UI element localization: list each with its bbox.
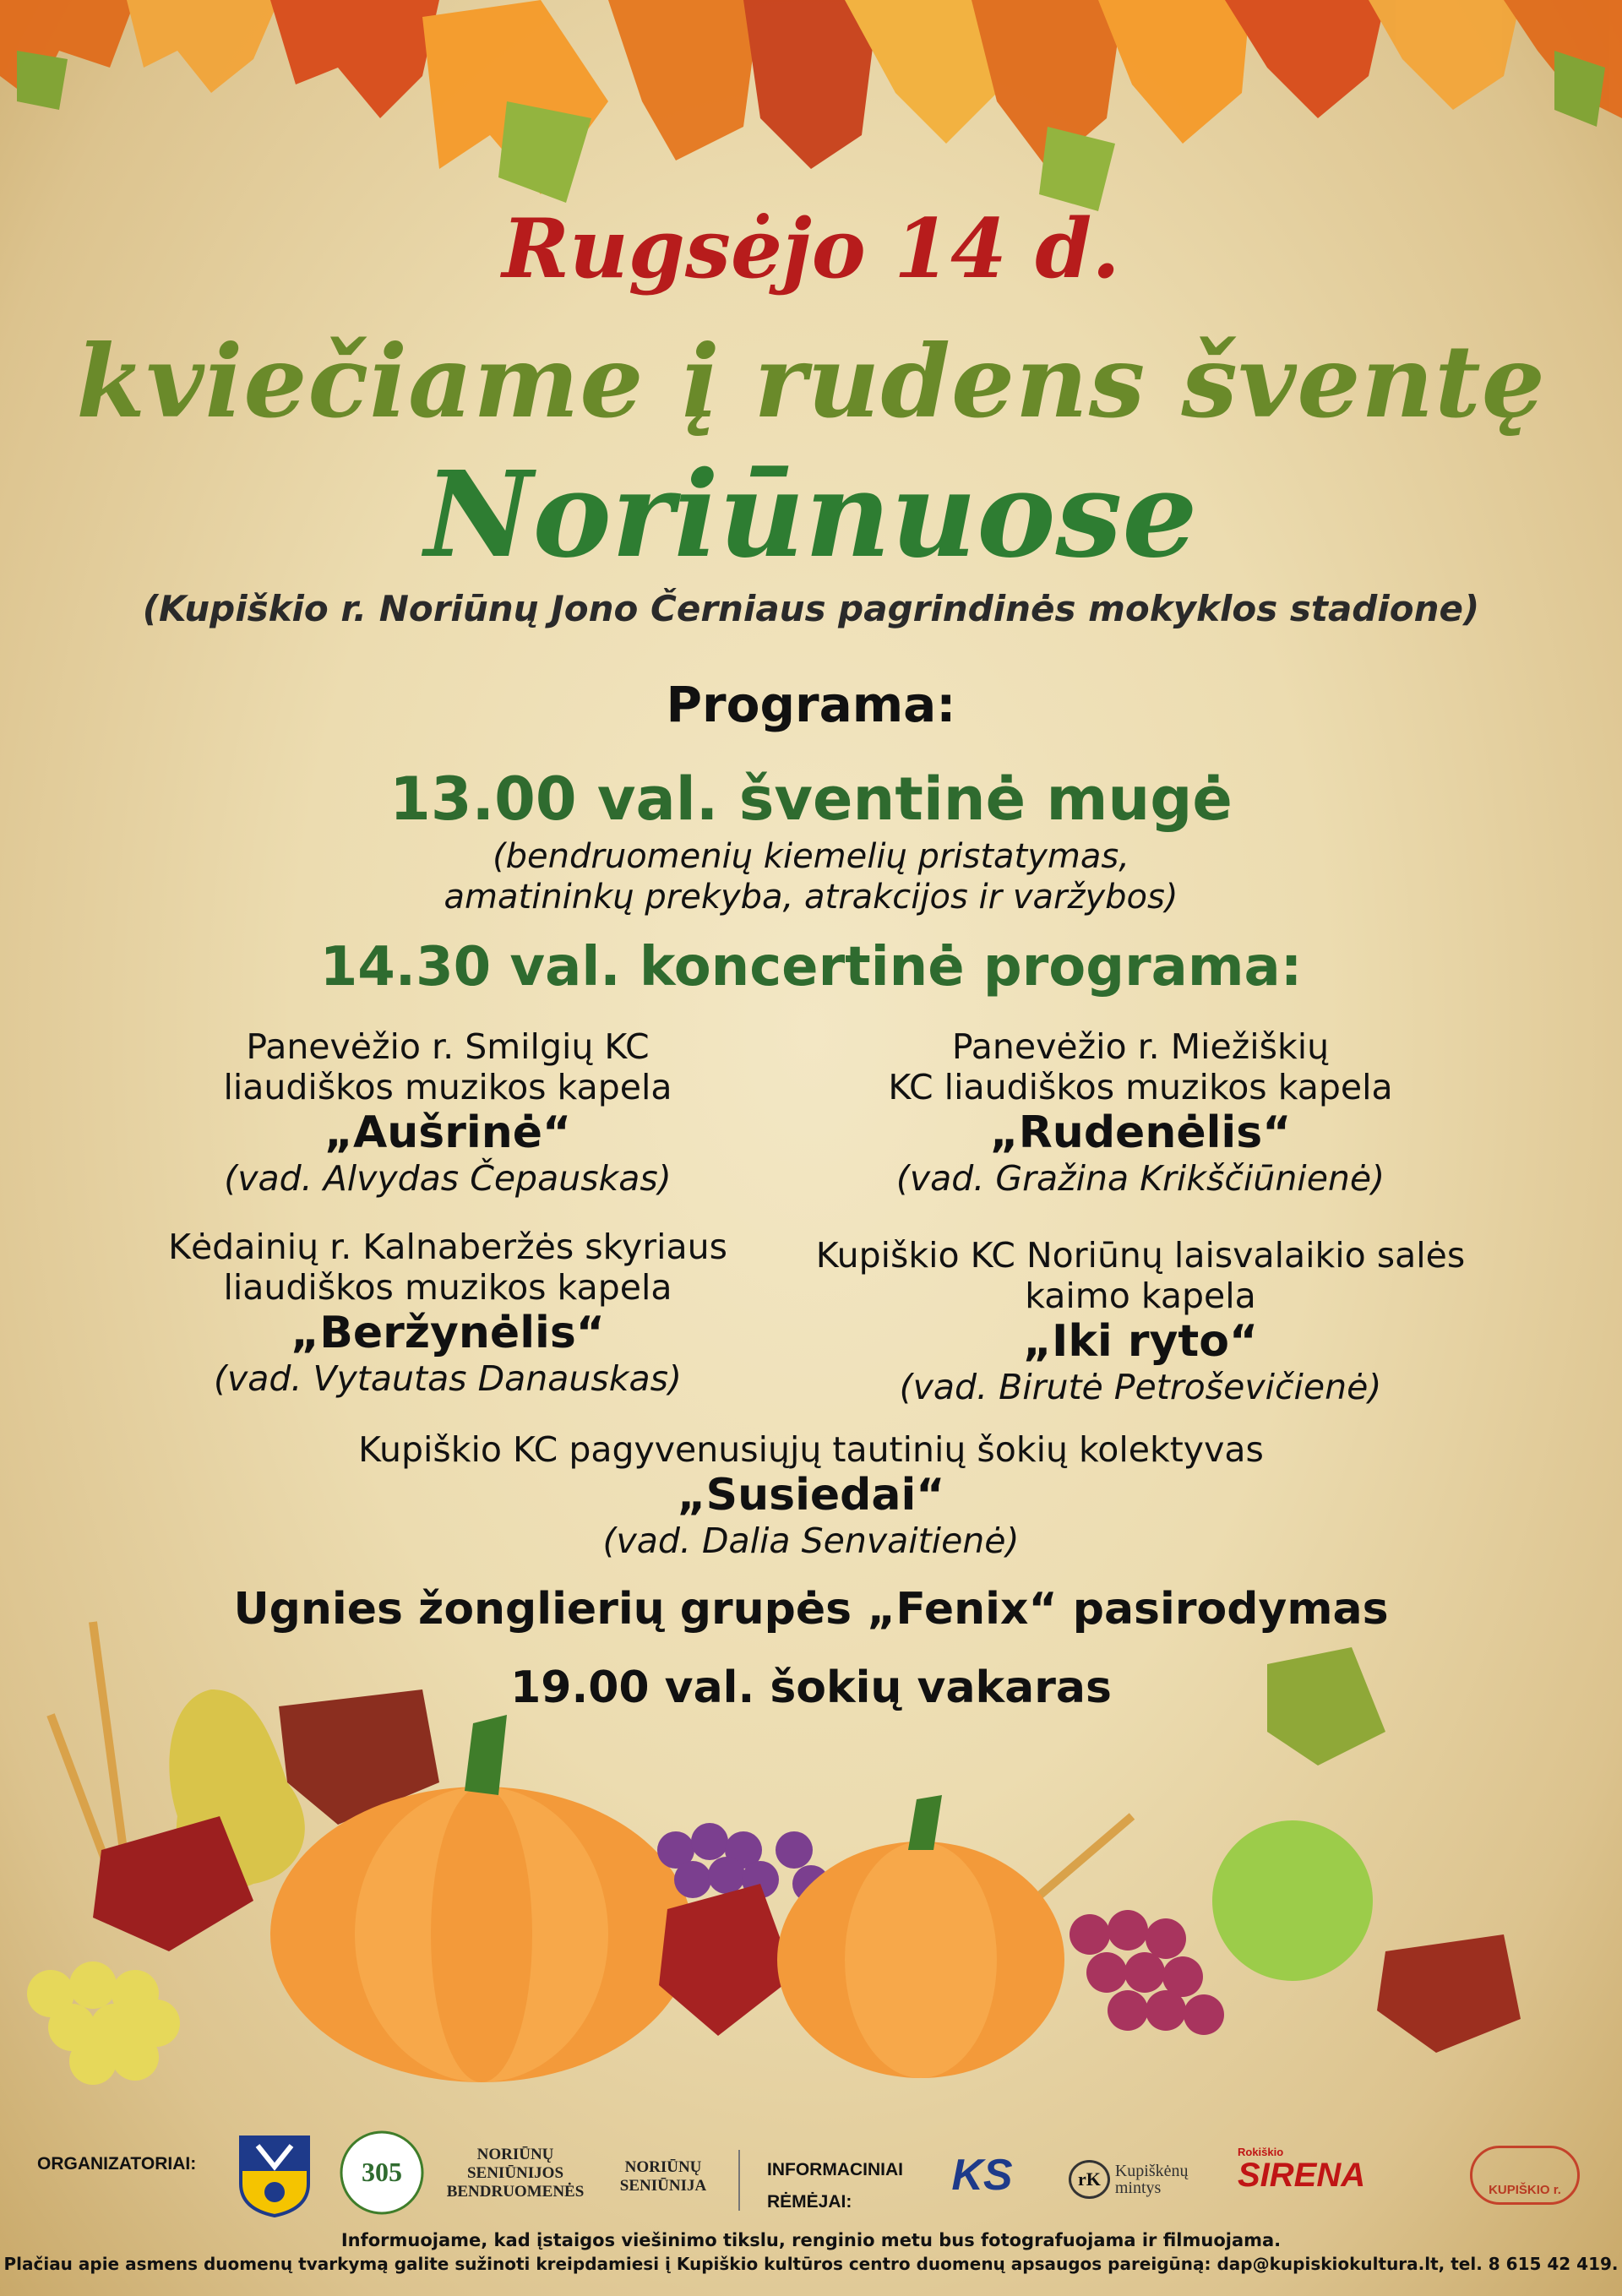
venue: (Kupiškio r. Noriūnų Jono Černiaus pagrindinės mokyklos stadione) (142, 588, 1480, 629)
event-fair-title: 13.00 val. šventinė mugė (389, 764, 1233, 834)
group-name: „Beržynėlis“ (291, 1308, 605, 1358)
event-concert-title: 14.30 val. koncertinė programa: (319, 936, 1303, 998)
305-anniversary-logo-icon (338, 2129, 427, 2217)
performer-group (769, 1235, 1512, 1407)
kupiskis-coat-of-arms-icon (237, 2133, 313, 2217)
group-leader: (vad. Birutė Petroševičienė) (899, 1367, 1382, 1407)
group-origin: Kėdainių r. Kalnaberžės skyriaus (168, 1227, 727, 1267)
sirena-text: SIRENA (1238, 2157, 1366, 2194)
group-type: KC liaudiškos muzikos kapela (888, 1067, 1393, 1107)
sirena-logo (1238, 2146, 1407, 2192)
fire-jugglers-show: Ugnies žonglierių grupės „Fenix“ pasirodymas (233, 1584, 1389, 1635)
event-date: Rugsėjo 14 d. (502, 201, 1120, 297)
group-name: „Rudenėlis“ (989, 1107, 1292, 1158)
performer-group (0, 1429, 1622, 1561)
community-logo-text: NORIŪNŲ SENIŪNIJOS BENDRUOMENĖS (446, 2146, 585, 2201)
eldership-logo-text: NORIŪNŲ SENIŪNIJA (619, 2158, 707, 2195)
kupiskio-r-logo: KUPIŠKIO r. (1470, 2146, 1580, 2205)
group-origin: Panevėžio r. Miežiškių (951, 1026, 1330, 1067)
km-mark-icon: rK (1069, 2160, 1110, 2199)
performer-group (76, 1227, 819, 1399)
group-leader: (vad. Vytautas Danauskas) (214, 1358, 682, 1399)
performer-group (76, 1026, 819, 1199)
group-leader: (vad. Dalia Senvaitienė) (602, 1521, 1020, 1561)
group-leader: (vad. Alvydas Čepauskas) (224, 1158, 672, 1199)
group-type: liaudiškos muzikos kapela (223, 1067, 672, 1107)
group-leader: (vad. Gražina Krikščiūnienė) (895, 1158, 1385, 1199)
organizers-label: ORGANIZATORIAI: (37, 2154, 197, 2174)
event-fair-note (0, 836, 1622, 917)
sirena-small-text: Rokiškio (1238, 2146, 1284, 2158)
305-logo-text: 305 (362, 2157, 402, 2187)
group-name: „Iki ryto“ (1022, 1316, 1259, 1367)
ks-sponsor-logo: KS (951, 2151, 1013, 2200)
privacy-notice: Plačiau apie asmens duomenų tvarkymą galite sužinoti kreipdamiesi į Kupiškio kultūros centro duomenų apsaugos pareigūną: dap@kupiskiokultura.lt, tel. 8 615 42 419. (3, 2254, 1619, 2274)
group-origin: Kupiškio KC Noriūnų laisvalaikio salės (815, 1235, 1466, 1276)
filming-notice: Informuojame, kad įstaigos viešinimo tikslu, renginio metu bus fotografuojama ir filmuojama. (340, 2230, 1282, 2250)
group-type: liaudiškos muzikos kapela (223, 1267, 672, 1308)
info-sponsors-label-line2: RĖMĖJAI: (767, 2192, 852, 2212)
program-title: Programa: (666, 676, 956, 733)
event-place: Noriūnuose (424, 446, 1198, 585)
info-sponsors-label-line1: INFORMACINIAI (767, 2160, 903, 2179)
dance-evening: 19.00 val. šokių vakaras (510, 1662, 1112, 1713)
group-name: „Aušrinė“ (324, 1107, 572, 1158)
headline: kviečiame į rudens šventę (76, 323, 1546, 440)
group-origin: Kupiškio KC pagyvenusiųjų tautinių šokių kolektyvas (358, 1429, 1264, 1470)
harvest-pumpkins-illustration (0, 1597, 1622, 2103)
event-fair-note-line2: amatininkų prekyba, atrakcijos ir varžybos) (444, 878, 1178, 917)
kupiskenu-mintys-logo (1069, 2158, 1221, 2201)
group-type: kaimo kapela (1025, 1276, 1256, 1316)
performer-group (769, 1026, 1512, 1199)
group-name: „Susiedai“ (677, 1470, 945, 1521)
info-sponsors-label (767, 2154, 903, 2218)
group-origin: Panevėžio r. Smilgių KC (246, 1026, 650, 1067)
km-logo-text: Kupiškėnų mintys (1114, 2162, 1189, 2197)
event-fair-note-line1: (bendruomenių kiemelių pristatymas, (493, 837, 1129, 876)
footer-divider (738, 2150, 740, 2211)
